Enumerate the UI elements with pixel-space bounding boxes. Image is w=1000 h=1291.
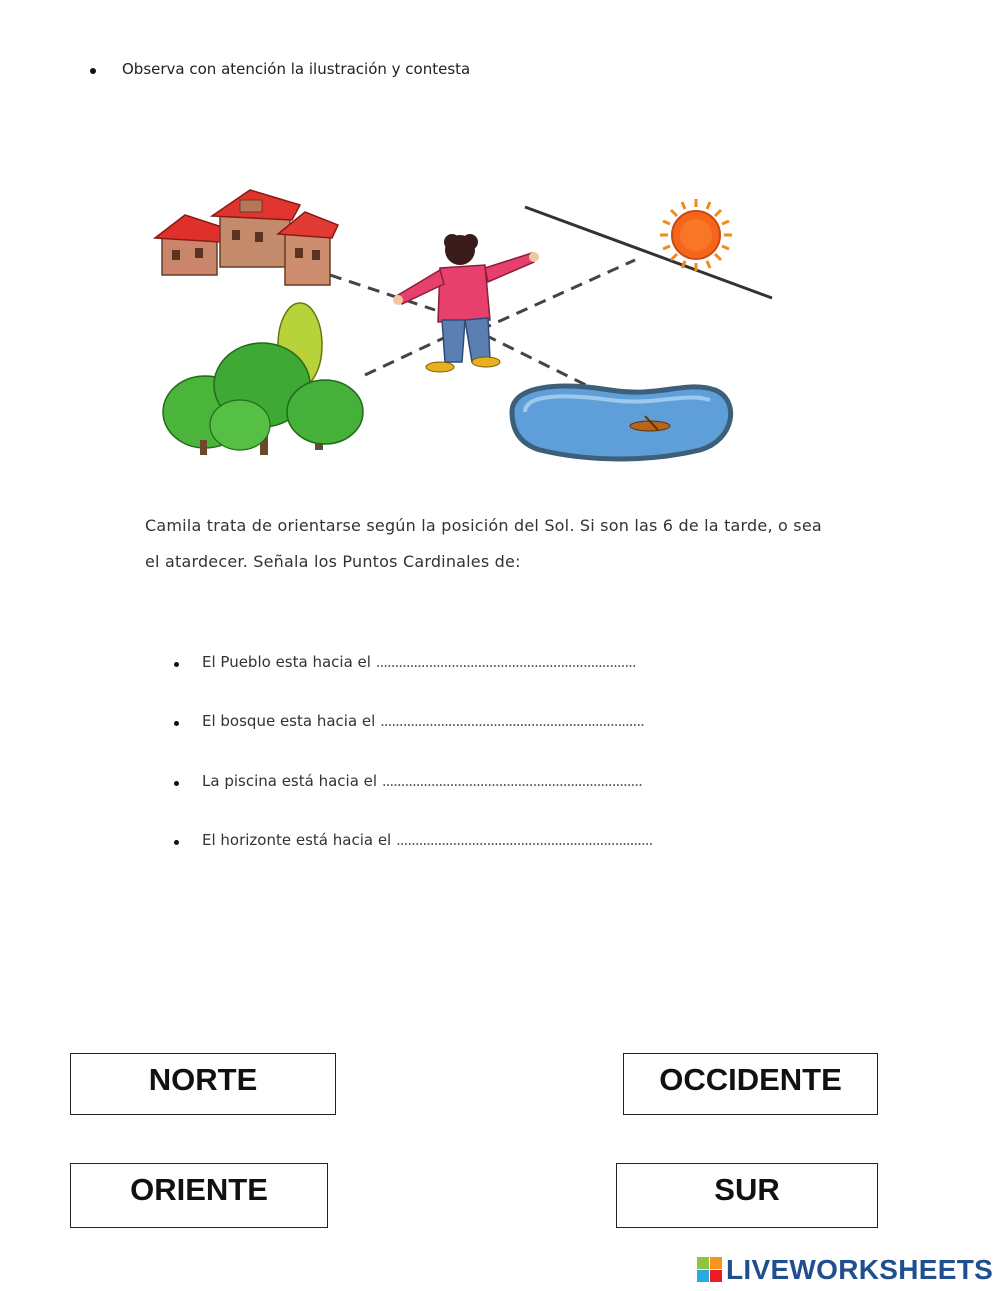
question-horizonte xyxy=(202,831,652,849)
question-text: El horizonte está hacia el xyxy=(202,831,392,849)
liveworksheets-logo xyxy=(697,1254,993,1286)
question-text: El bosque esta hacia el xyxy=(202,712,376,730)
question-bosque xyxy=(202,712,644,730)
horizon-line xyxy=(525,207,772,298)
card-occidente[interactable]: OCCIDENTE xyxy=(623,1053,878,1115)
answer-blank[interactable]: ...................................................................... xyxy=(380,712,644,730)
answer-blank[interactable]: .................................................................... xyxy=(396,831,653,849)
village-icon xyxy=(155,190,338,285)
question-bullet xyxy=(174,840,179,845)
brand-name: LIVEWORKSHEETS xyxy=(726,1254,994,1285)
orientation-illustration xyxy=(140,150,800,470)
brand-blocks-icon xyxy=(697,1257,723,1283)
question-bullet xyxy=(174,781,179,786)
question-piscina xyxy=(202,772,642,790)
question-bullet xyxy=(174,721,179,726)
answer-blank[interactable]: ..................................................................... xyxy=(381,772,642,790)
forest-icon xyxy=(163,303,363,455)
instruction-bullet xyxy=(90,68,96,74)
pond-icon xyxy=(512,386,731,459)
card-norte[interactable]: NORTE xyxy=(70,1053,336,1115)
question-text: El Pueblo esta hacia el xyxy=(202,653,371,671)
question-pueblo xyxy=(202,653,636,671)
answer-blank[interactable]: ..................................................................... xyxy=(375,653,636,671)
question-bullet xyxy=(174,662,179,667)
question-text: La piscina está hacia el xyxy=(202,772,378,790)
paragraph-line-1: Camila trata de orientarse según la posición del Sol. Si son las 6 de la tarde, o sea xyxy=(145,516,822,535)
paragraph-line-2: el atardecer. Señala los Puntos Cardinales de: xyxy=(145,552,521,571)
card-oriente[interactable]: ORIENTE xyxy=(70,1163,328,1228)
card-sur[interactable]: SUR xyxy=(616,1163,878,1228)
instruction-text: Observa con atención la ilustración y contesta xyxy=(122,60,471,78)
